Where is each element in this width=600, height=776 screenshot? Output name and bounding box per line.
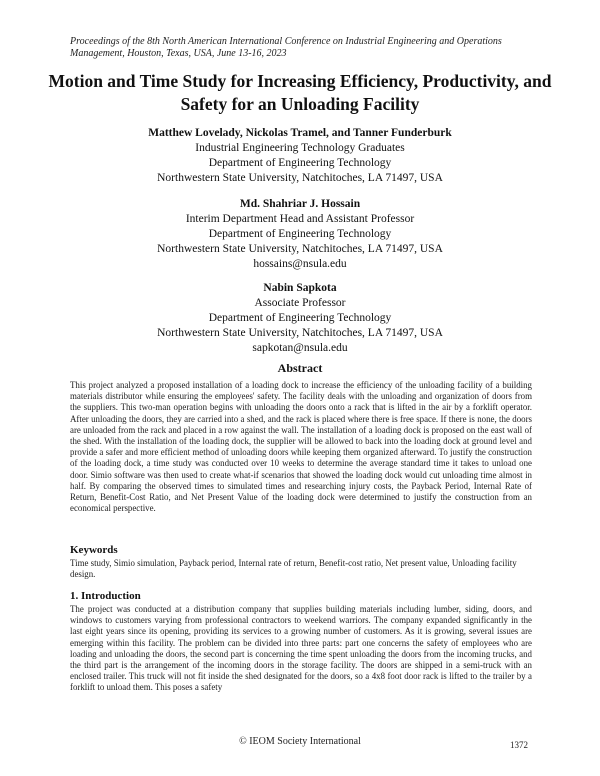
author-email: sapkotan@nsula.edu (252, 342, 348, 354)
author-affiliation-line: Northwestern State University, Natchitoches, LA 71497, USA (157, 327, 443, 339)
author-affiliation-line: Northwestern State University, Natchitoches, LA 71497, USA (157, 243, 443, 255)
author-names: Md. Shahriar J. Hossain (239, 198, 361, 210)
keywords-text: Time study, Simio simulation, Payback period, Internal rate of return, Benefit-cost ratio, Net present value, Unloading facility design. (70, 558, 517, 580)
abstract-text: This project analyzed a proposed installation of a loading dock to increase the efficiency of the unloading facility of a building materials distributor while ensuring the employees' safety. The facility deals with the unloading and organization of doors from the suppliers. This two-man operation begins with unloading the doors onto a rack that is lifted in the air by a forklift operator. After unloading the doors, they are carried into a shed, and the rack is placed where there is free space. If there is none, the doors are unloaded from the rack and placed in a row against the wall. The installation of a loading dock is proposed on the east wall of the shed. With the installation of the loading dock, the supplier will be allowed to back into the loading dock at ground level and provide a safer and more efficient method of unloading doors while keeping them organized afterward. To justify the construction of the loading dock, a time study was conducted over 10 weeks to determine the average standard time it takes to unload one door. Simio software was then used to create what-if scenarios that showed the loading dock would cut unloading time almost in half. By comparing the observed times to simulated times and researching injury costs, the Payback Period, Internal Rate of Return, Benefit-Cost Ratio, and Net Present Value of the loading dock were determined to justify the construction from an economical perspective. (70, 380, 532, 514)
keywords-heading: Keywords (70, 544, 118, 556)
author-affiliation-line: Department of Engineering Technology (208, 228, 392, 240)
introduction-text: The project was conducted at a distribution company that supplies building materials including lumber, siding, doors, and windows to customers varying from professional contractors to weekend warriors. The company expanded significantly in the last eight years since its opening, providing its services to a growing number of customers. As it is growing, several issues are emerging within this facility. The problem can be divided into three parts: part one concerns the safety of employees who are loading and unloading the doors, the second part is concerning the time spent unloading the doors from the incoming trucks, and the third part is the arrangement of the incoming doors in the storage facility. The doors are shipped in a semi-truck with an enclosed trailer. This truck will not fit inside the shed designated for the doors, so a 4x8 foot door rack is lifted to the trailer by a forklift to unload them. This poses a safety (70, 604, 532, 693)
page-number: 1372 (510, 740, 528, 750)
proceedings-header: Proceedings of the 8th North American International Conference on Industrial Engineering and Operations Management, Houston, Texas, USA, June 13-16, 2023 (70, 36, 502, 59)
author-block-1 (40, 126, 560, 186)
author-affiliation-line: Industrial Engineering Technology Graduates (195, 142, 405, 154)
introduction-heading: 1. Introduction (70, 590, 141, 602)
author-block-3 (40, 281, 560, 356)
author-affiliation-line: Northwestern State University, Natchitoches, LA 71497, USA (157, 172, 443, 184)
copyright-footer: © IEOM Society International (239, 736, 361, 747)
author-email: hossains@nsula.edu (253, 258, 347, 270)
paper-title: Motion and Time Study for Increasing Efficiency, Productivity, and Safety for an Unloading Facility (48, 71, 552, 114)
author-names: Nabin Sapkota (263, 282, 337, 294)
author-names: Matthew Lovelady, Nickolas Tramel, and Tanner Funderburk (148, 127, 452, 139)
abstract-heading: Abstract (277, 361, 323, 375)
author-affiliation-line: Department of Engineering Technology (208, 157, 392, 169)
author-affiliation-line: Department of Engineering Technology (208, 312, 392, 324)
author-affiliation-line: Interim Department Head and Assistant Professor (185, 213, 415, 225)
author-affiliation-line: Associate Professor (254, 297, 346, 309)
author-block-2 (40, 197, 560, 272)
